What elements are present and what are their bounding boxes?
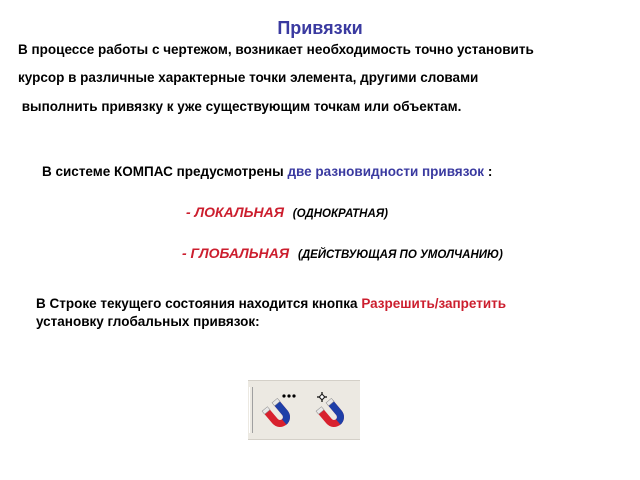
kind-local (186, 204, 388, 222)
status-line-2: установку глобальных привязок: (36, 314, 260, 329)
intro-line-2: курсор в различные характерные точки элемента, другими словами (18, 70, 479, 85)
intro-line-1: В процессе работы с чертежом, возникает необходимость точно установить (18, 42, 534, 57)
global-snap-magnet-icon (306, 387, 354, 435)
status-line-1 (36, 296, 506, 311)
status-bar-toolbar (248, 380, 360, 440)
kind-local-name: - ЛОКАЛЬНАЯ (186, 204, 284, 220)
kind-global-name: - ГЛОБАЛЬНАЯ (182, 245, 290, 261)
toggle-button-name: Разрешить/запретить (361, 296, 507, 311)
system-prefix: В системе КОМПАС предусмотрены (42, 164, 288, 179)
status-prefix: В Строке текущего состояния находится кнопка (36, 296, 362, 311)
toolbar-grip[interactable] (249, 387, 253, 433)
kind-local-note: (ОДНОКРАТНАЯ) (292, 208, 388, 220)
kind-global (182, 245, 503, 263)
snap-kinds-highlight: две разновидности привязок (287, 164, 485, 179)
intro-line-3: выполнить привязку к уже существующим точкам или объектам. (18, 99, 462, 114)
system-suffix: : (484, 164, 493, 179)
local-snap-button[interactable] (256, 387, 304, 435)
page-title: Привязки (277, 18, 363, 38)
global-snap-button[interactable] (306, 387, 354, 435)
kind-global-note: (ДЕЙСТВУЮЩАЯ ПО УМОЛЧАНИЮ) (297, 249, 503, 261)
local-snap-magnet-icon (256, 387, 304, 435)
system-sentence (42, 164, 492, 179)
